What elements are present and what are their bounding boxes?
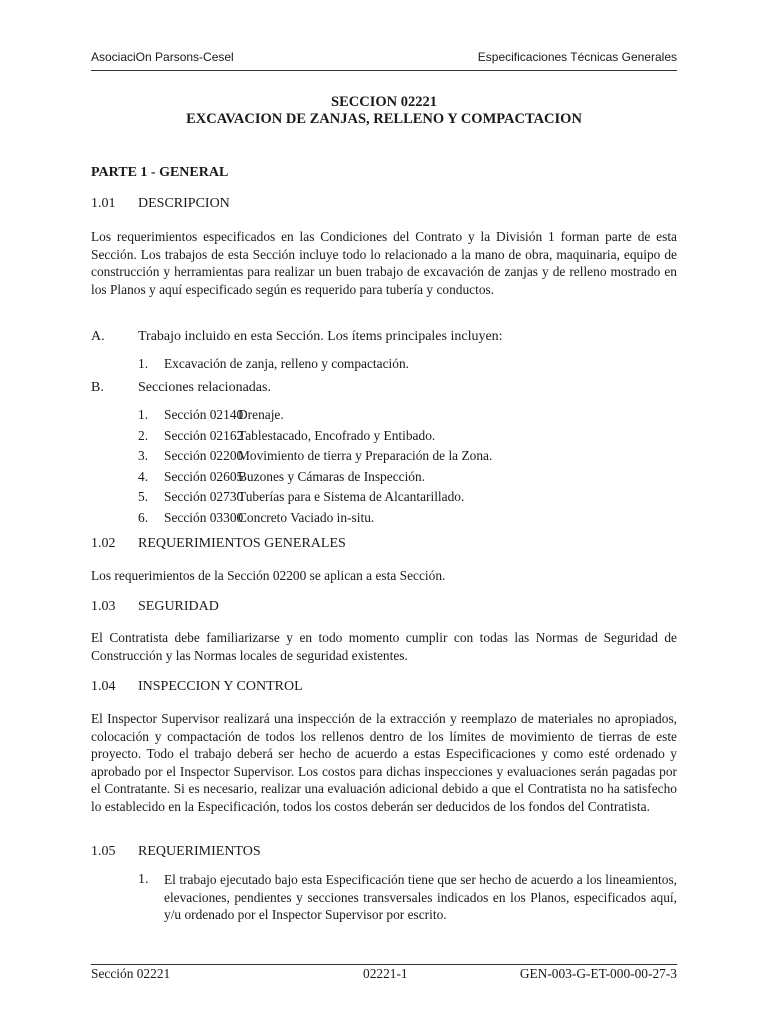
item-b-label: B. <box>91 380 104 395</box>
footer-right: GEN-003-G-ET-000-00-27-3 <box>519 966 677 981</box>
paragraph-1-04: El Inspector Supervisor realizará una inspección de la extracción y reemplazo de materiales no apropiados, colocación y compactación de todos los rellenos dentro de los límites de movimiento de tierras de este proyecto. Todo el trabajo deberá ser hecho de acuerdo a estas Especificaciones y como esté ordenado y aprobado por el Inspector Supervisor. Los costos para dichas inspecciones y evaluaciones serán pagadas por el Contratante. Si es necesario, realizar una evaluación adicional debido a que el Contratista no ha satisfecho lo establecido en la Especificación, todos los costos deberán ser deducidos de los fondos del Contratista. <box>91 711 677 814</box>
footer-left: Sección 02221 <box>91 966 171 981</box>
heading-1-02-title: REQUERIMIENTOS GENERALES <box>138 536 346 551</box>
list-item-text: Excavación de zanja, relleno y compactación. <box>164 356 410 371</box>
header-left: AsociaciOn Parsons-Cesel <box>91 50 234 64</box>
section-number-title: SECCION 02221 <box>331 94 437 110</box>
item-a-label: A. <box>91 329 105 344</box>
list-item-number: 5. <box>138 489 149 504</box>
part-heading: PARTE 1 - GENERAL <box>91 165 229 180</box>
list-item-number: 4. <box>138 468 149 484</box>
paragraph-1-03: El Contratista debe familiarizarse y en todo momento cumplir con todas las Normas de Seguridad de Construcción y las Normas locales de seguridad existentes. <box>91 630 677 663</box>
heading-1-03-number: 1.03 <box>91 599 116 614</box>
heading-1-01-number: 1.01 <box>91 196 116 211</box>
list-item-text: Tuberías para e Sistema de Alcantarillado. <box>238 489 465 504</box>
list-item-code: Sección 02140 <box>164 407 244 422</box>
heading-1-05-number: 1.05 <box>91 844 116 859</box>
header-rule <box>91 70 677 71</box>
list-item-code: Sección 02730 <box>164 489 244 504</box>
footer-rule <box>91 964 677 965</box>
footer-page-number: 02221-1 <box>363 966 408 981</box>
list-item-number: 3. <box>138 448 149 463</box>
list-item-text: Tablestacado, Encofrado y Entibado. <box>238 427 436 443</box>
paragraph-1-02: Los requerimientos de la Sección 02200 se aplican a esta Sección. <box>91 568 446 583</box>
section-name-title: EXCAVACION DE ZANJAS, RELLENO Y COMPACTACION <box>186 111 582 127</box>
list-item-text: Movimiento de tierra y Preparación de la Zona. <box>238 448 493 463</box>
paragraph-1-01: Los requerimientos especificados en las Condiciones del Contrato y la División 1 forman parte de esta Sección. Los trabajos de esta Sección incluye todo lo relacionado a la mano de obra, maquinaria, equipo de construcción y herramientas para realizar un buen trabajo de excavación de zanjas y de relleno mostrado en los Planos y aquí especificado según es requerido para tubería y conductos. <box>91 229 677 297</box>
item-1-05-number: 1. <box>138 872 149 887</box>
item-1-05-text: El trabajo ejecutado bajo esta Especificación tiene que ser hecho de acuerdo a los lineamientos, elevaciones, pendientes y secciones transversales indicados en los Planos, especificados aquí, y/u ordenado por el Inspector Supervisor por escrito. <box>164 872 677 922</box>
heading-1-04-number: 1.04 <box>91 679 116 694</box>
item-b-text: Secciones relacionadas. <box>138 380 271 395</box>
list-item-code: Sección 02162 <box>164 427 244 443</box>
list-item-number: 1. <box>138 407 149 422</box>
list-item-number: 1. <box>138 356 149 371</box>
list-item-text: Concreto Vaciado in-situ. <box>238 509 375 525</box>
page-header <box>91 50 677 68</box>
heading-1-02-number: 1.02 <box>91 536 116 551</box>
list-item-number: 6. <box>138 509 149 525</box>
list-item-code: Sección 02605 <box>164 468 244 484</box>
heading-1-01-title: DESCRIPCION <box>138 196 230 211</box>
item-a-text: Trabajo incluido en esta Sección. Los ítems principales incluyen: <box>138 329 503 344</box>
list-item-code: Sección 02200 <box>164 448 244 463</box>
heading-1-04-title: INSPECCION Y CONTROL <box>138 679 303 694</box>
list-item-text: Drenaje. <box>238 407 284 422</box>
list-item-code: Sección 03300 <box>164 509 244 525</box>
header-right: Especificaciones Técnicas Generales <box>477 50 677 64</box>
heading-1-05-title: REQUERIMIENTOS <box>138 844 261 859</box>
heading-1-03-title: SEGURIDAD <box>138 599 219 614</box>
list-item-text: Buzones y Cámaras de Inspección. <box>238 468 426 484</box>
page-footer <box>91 966 677 984</box>
list-item-number: 2. <box>138 427 149 443</box>
